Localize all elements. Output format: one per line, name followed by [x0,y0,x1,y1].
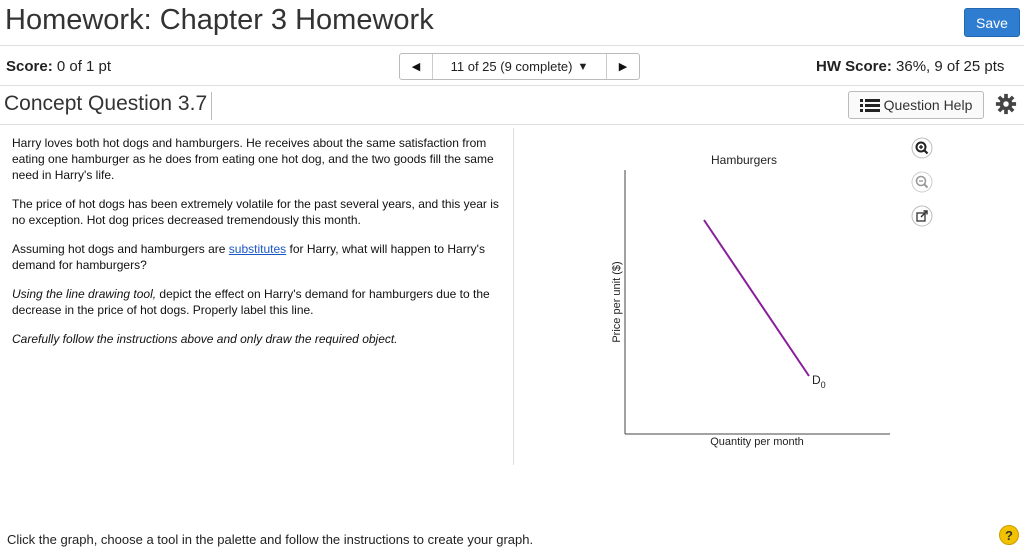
italic-text: Carefully follow the instructions above and only draw the required object. [12,332,398,346]
divider [0,85,1024,86]
zoom-out-icon[interactable] [911,171,933,193]
question-help-label: Question Help [883,97,973,113]
question-paragraph [12,286,507,318]
hw-score-value: 36%, 9 of 25 pts [896,58,1005,75]
popout-icon[interactable] [911,205,933,227]
pane-divider [513,128,514,465]
question-paragraph [12,241,507,273]
question-title: Concept Question 3.7 [4,92,212,120]
y-axis-label: Price per unit ($) [611,261,623,343]
question-navigator [399,53,640,80]
right-arrow-icon: ▶ [618,61,628,73]
score [6,58,111,75]
text: Assuming hot dogs and hamburgers are [12,242,229,256]
question-paragraph: The price of hot dogs has been extremely volatile for the past several years, and this year is no exception. Hot dog prices decreased tremendously this month. [12,197,499,227]
left-arrow-icon: ◀ [411,61,421,73]
demand-curve-d0[interactable] [704,220,809,376]
help-icon[interactable]: ? [999,525,1019,545]
question-help-button[interactable] [848,91,984,119]
graph-instructions: Click the graph, choose a tool in the palette and follow the instructions to create your graph. [7,532,534,547]
hw-score-label: HW Score: [816,58,892,75]
list-icon [860,98,880,112]
previous-question-button[interactable] [400,54,433,79]
graph-title: Hamburgers [710,153,778,167]
x-axis-label: Quantity per month [710,436,804,448]
text: for Harry, what will happen to Harry's demand for hamburgers? [12,242,485,272]
italic-text: Using the line drawing tool, [12,287,157,301]
text: depict the effect on Harry's demand for hamburgers due to the decrease in the price of hot dogs. Properly label this line. [12,287,490,317]
graph-canvas[interactable] [590,140,900,455]
score-label: Score: [6,58,53,75]
zoom-in-icon[interactable] [911,137,933,159]
save-button[interactable]: Save [964,8,1020,37]
hw-score [816,58,1004,75]
question-position: 11 of 25 (9 complete) [450,59,573,74]
question-dropdown[interactable] [433,54,606,79]
question-text [12,135,507,360]
score-value: 0 of 1 pt [56,58,112,75]
substitutes-link[interactable]: substitutes [228,242,287,256]
divider [0,124,1024,125]
caret-down-icon: ▼ [577,60,589,73]
page-title: Homework: Chapter 3 Homework [5,4,434,36]
question-paragraph: Harry loves both hot dogs and hamburgers. He receives about the same satisfaction from eating one hamburger as he does from eating one hot dog, and the two goods fill the same need in Harry's life. [12,136,494,182]
question-paragraph [12,331,507,347]
demand-curve-label: $D_0$ [812,373,826,390]
next-question-button[interactable] [606,54,639,79]
gear-icon[interactable] [995,93,1017,115]
divider [0,45,1024,46]
